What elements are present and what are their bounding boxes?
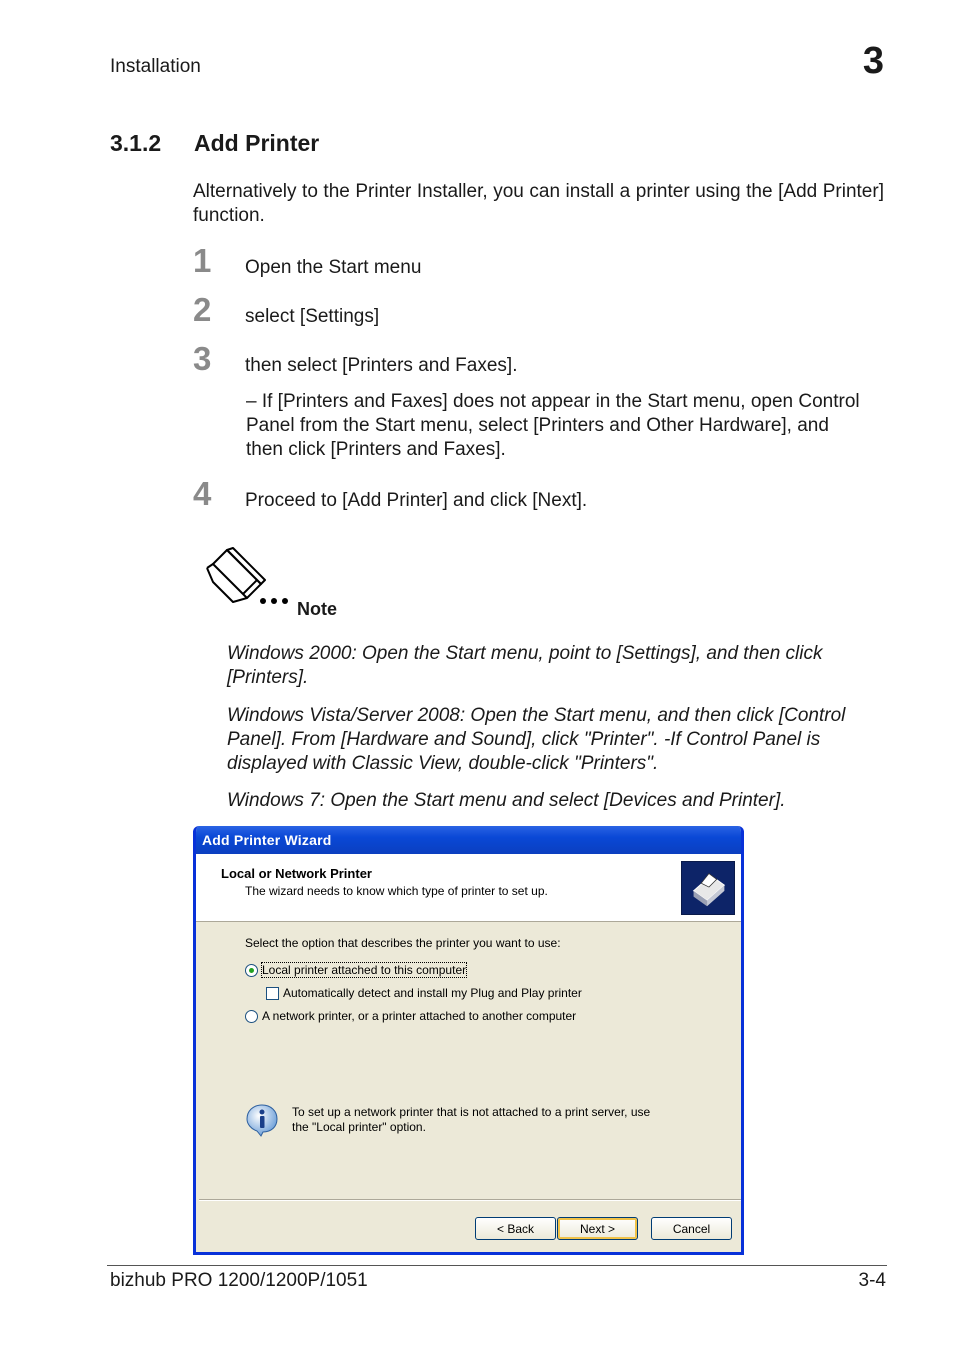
step-number: 3 bbox=[193, 340, 212, 377]
section-heading bbox=[110, 130, 319, 157]
step-text: then select [Printers and Faxes]. bbox=[245, 355, 518, 376]
footer-page-number: 3-4 bbox=[858, 1270, 886, 1291]
dialog-titlebar[interactable] bbox=[196, 826, 741, 854]
info-icon bbox=[245, 1103, 279, 1137]
header-subtitle: The wizard needs to know which type of printer to set up. bbox=[245, 884, 548, 898]
running-header-section: Installation bbox=[110, 56, 201, 77]
add-printer-wizard-dialog bbox=[193, 826, 744, 1255]
printer-icon bbox=[681, 861, 735, 915]
footer-rule bbox=[107, 1265, 887, 1266]
chapter-number: 3 bbox=[862, 40, 884, 82]
intro-paragraph: Alternatively to the Printer Installer, you can install a printer using the [Add Printer] function. bbox=[193, 181, 884, 226]
section-number: 3.1.2 bbox=[110, 130, 162, 156]
step-number: 4 bbox=[193, 475, 212, 512]
info-text: To set up a network printer that is not attached to a print server, use the "Local printer" option. bbox=[292, 1105, 651, 1134]
note-pencil-icon bbox=[203, 546, 295, 608]
back-button[interactable]: < Back bbox=[475, 1217, 556, 1240]
local-printer-label[interactable]: Local printer attached to this computer bbox=[262, 963, 467, 977]
step-number: 2 bbox=[193, 291, 212, 328]
network-printer-radio[interactable] bbox=[245, 1010, 258, 1023]
note-paragraph: Windows Vista/Server 2008: Open the Start menu, and then click [Control Panel]. From [Hardware and Sound], click "Printer". -If Control Panel is displayed with Classic View, double-click "Printers". bbox=[227, 705, 846, 774]
note-paragraph: Windows 2000: Open the Start menu, point to [Settings], and then click [Printers]. bbox=[227, 643, 823, 688]
button-separator bbox=[199, 1199, 744, 1201]
prompt-text: Select the option that describes the printer you want to use: bbox=[245, 936, 561, 950]
step-number: 1 bbox=[193, 242, 212, 279]
step-text: Proceed to [Add Printer] and click [Next]. bbox=[245, 490, 588, 511]
header-title: Local or Network Printer bbox=[221, 866, 372, 881]
footer-product: bizhub PRO 1200/1200P/1051 bbox=[110, 1270, 368, 1291]
network-printer-label[interactable]: A network printer, or a printer attached to another computer bbox=[262, 1009, 577, 1023]
next-button[interactable]: Next > bbox=[557, 1217, 638, 1240]
dialog-title: Add Printer Wizard bbox=[202, 832, 332, 848]
sub-bullet: – If [Printers and Faxes] does not appear in the Start menu, open Control Panel from the Start menu, select [Printers and Other Hardware], and then click [Printers and Faxes]. bbox=[246, 391, 860, 460]
autodetect-label[interactable]: Automatically detect and install my Plug and Play printer bbox=[283, 986, 582, 1000]
step-text: select [Settings] bbox=[245, 306, 380, 327]
dialog-header bbox=[196, 854, 741, 922]
note-label: Note bbox=[297, 599, 337, 619]
autodetect-checkbox[interactable] bbox=[266, 987, 279, 1000]
note-paragraph: Windows 7: Open the Start menu and select [Devices and Printer]. bbox=[227, 790, 786, 811]
cancel-button[interactable]: Cancel bbox=[651, 1217, 732, 1240]
section-title: Add Printer bbox=[194, 130, 320, 156]
step-text: Open the Start menu bbox=[245, 257, 422, 278]
local-printer-radio[interactable] bbox=[245, 964, 258, 977]
